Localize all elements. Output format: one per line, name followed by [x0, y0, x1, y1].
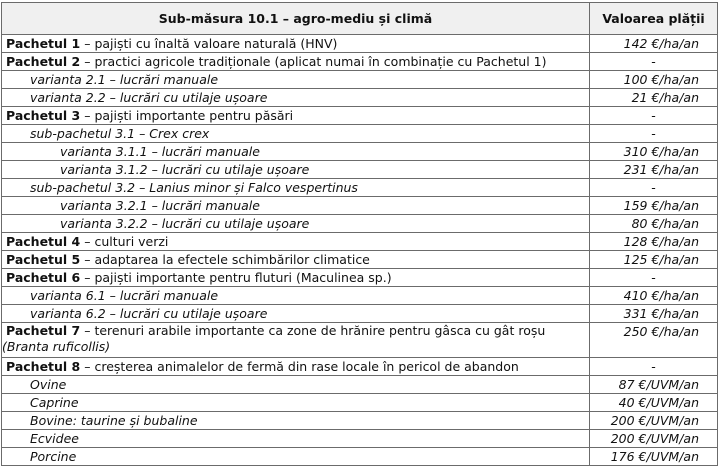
- table-row: [2, 358, 718, 376]
- package-name: Pachetul 3: [6, 108, 81, 123]
- table-header-row: [2, 3, 718, 35]
- payment-value: 125 €/ha/an: [590, 251, 718, 269]
- package-name: Pachetul 8: [6, 359, 81, 374]
- package-name: Pachetul 1: [6, 36, 81, 51]
- row-label: [2, 394, 590, 412]
- row-description: Bovine: taurine și bubaline: [30, 413, 198, 428]
- row-label: [2, 430, 590, 448]
- row-label: [2, 53, 590, 71]
- row-label: [2, 179, 590, 197]
- payment-value: -: [590, 107, 718, 125]
- row-label: [2, 197, 590, 215]
- package-name: Pachetul 4: [6, 234, 81, 249]
- row-label: [2, 251, 590, 269]
- payment-value: 21 €/ha/an: [590, 89, 718, 107]
- row-label: [2, 161, 590, 179]
- row-description: varianta 2.2 – lucrări cu utilaje ușoare: [30, 90, 268, 105]
- table-row: [2, 161, 718, 179]
- table-row: [2, 251, 718, 269]
- header-payment-value: Valoarea plății: [590, 3, 718, 35]
- row-description: – culturi verzi: [80, 234, 169, 249]
- table-row: [2, 107, 718, 125]
- header-submeasure: Sub-măsura 10.1 – agro-mediu și climă: [2, 3, 590, 35]
- payment-value: 250 €/ha/an: [590, 323, 718, 358]
- table-row: [2, 376, 718, 394]
- table-row: [2, 305, 718, 323]
- payment-value: 231 €/ha/an: [590, 161, 718, 179]
- table-row: [2, 233, 718, 251]
- package-name: Pachetul 7: [6, 323, 81, 338]
- row-description: – pajiști importante pentru fluturi (Maculinea sp.): [80, 270, 392, 285]
- payment-value: 80 €/ha/an: [590, 215, 718, 233]
- table-row: [2, 179, 718, 197]
- row-label: [2, 376, 590, 394]
- table-body: [2, 35, 718, 466]
- row-description: varianta 3.2.1 – lucrări manuale: [60, 198, 260, 213]
- payment-value: 200 €/UVM/an: [590, 412, 718, 430]
- payment-value: -: [590, 179, 718, 197]
- row-description: Caprine: [30, 395, 79, 410]
- row-description: Porcine: [30, 449, 77, 464]
- payment-value: 87 €/UVM/an: [590, 376, 718, 394]
- row-description: varianta 6.2 – lucrări cu utilaje ușoare: [30, 306, 268, 321]
- row-description: varianta 2.1 – lucrări manuale: [30, 72, 219, 87]
- payment-value: -: [590, 53, 718, 71]
- table-row: [2, 53, 718, 71]
- table-row: [2, 197, 718, 215]
- payment-value: 176 €/UVM/an: [590, 448, 718, 466]
- row-description-continued: (Branta ruficollis): [2, 339, 111, 354]
- payment-value: 142 €/ha/an: [590, 35, 718, 53]
- table-row: [2, 430, 718, 448]
- row-description: Ecvidee: [30, 431, 79, 446]
- payment-value: -: [590, 358, 718, 376]
- row-description: – creșterea animalelor de fermă din rase locale în pericol de abandon: [80, 359, 519, 374]
- row-description: varianta 3.1.1 – lucrări manuale: [60, 144, 260, 159]
- row-description: varianta 6.1 – lucrări manuale: [30, 288, 219, 303]
- row-label: [2, 448, 590, 466]
- row-description: – terenuri arabile importante ca zone de hrănire pentru gâsca cu gât roșu: [80, 323, 546, 338]
- package-name: Pachetul 5: [6, 252, 81, 267]
- payment-value: 310 €/ha/an: [590, 143, 718, 161]
- row-description: – practici agricole tradiționale (aplicat numai în combinație cu Pachetul 1): [80, 54, 547, 69]
- row-label: [2, 107, 590, 125]
- table-row: [2, 448, 718, 466]
- table-row: [2, 89, 718, 107]
- payment-value: 159 €/ha/an: [590, 197, 718, 215]
- payment-value: 410 €/ha/an: [590, 287, 718, 305]
- table-row: [2, 35, 718, 53]
- row-description: – adaptarea la efectele schimbărilor climatice: [80, 252, 370, 267]
- row-label: [2, 215, 590, 233]
- payment-value: 128 €/ha/an: [590, 233, 718, 251]
- row-description: Ovine: [30, 377, 67, 392]
- table-row: [2, 143, 718, 161]
- row-description: – pajiști importante pentru păsări: [80, 108, 294, 123]
- table-row: [2, 394, 718, 412]
- row-label: [2, 125, 590, 143]
- payment-value: 200 €/UVM/an: [590, 430, 718, 448]
- payment-value: -: [590, 269, 718, 287]
- payment-table: [1, 2, 718, 466]
- table-row: [2, 269, 718, 287]
- row-description: varianta 3.2.2 – lucrări cu utilaje ușoare: [60, 216, 310, 231]
- package-name: Pachetul 2: [6, 54, 81, 69]
- row-label: [2, 71, 590, 89]
- payment-table-container: [1, 2, 718, 466]
- row-label: [2, 269, 590, 287]
- row-label: [2, 233, 590, 251]
- payment-value: 100 €/ha/an: [590, 71, 718, 89]
- row-label: [2, 323, 590, 358]
- row-description: sub-pachetul 3.1 – Crex crex: [30, 126, 210, 141]
- row-label: [2, 89, 590, 107]
- table-row: [2, 287, 718, 305]
- row-label: [2, 358, 590, 376]
- row-label: [2, 287, 590, 305]
- row-label: [2, 35, 590, 53]
- table-row: [2, 323, 718, 358]
- payment-value: 40 €/UVM/an: [590, 394, 718, 412]
- row-description: sub-pachetul 3.2 – Lanius minor și Falco vespertinus: [30, 180, 358, 195]
- table-row: [2, 125, 718, 143]
- payment-value: -: [590, 125, 718, 143]
- row-label: [2, 143, 590, 161]
- row-label: [2, 305, 590, 323]
- row-description: – pajiști cu înaltă valoare naturală (HNV): [80, 36, 338, 51]
- row-description: varianta 3.1.2 – lucrări cu utilaje ușoare: [60, 162, 310, 177]
- table-row: [2, 71, 718, 89]
- table-row: [2, 412, 718, 430]
- table-row: [2, 215, 718, 233]
- payment-value: 331 €/ha/an: [590, 305, 718, 323]
- package-name: Pachetul 6: [6, 270, 81, 285]
- row-label: [2, 412, 590, 430]
